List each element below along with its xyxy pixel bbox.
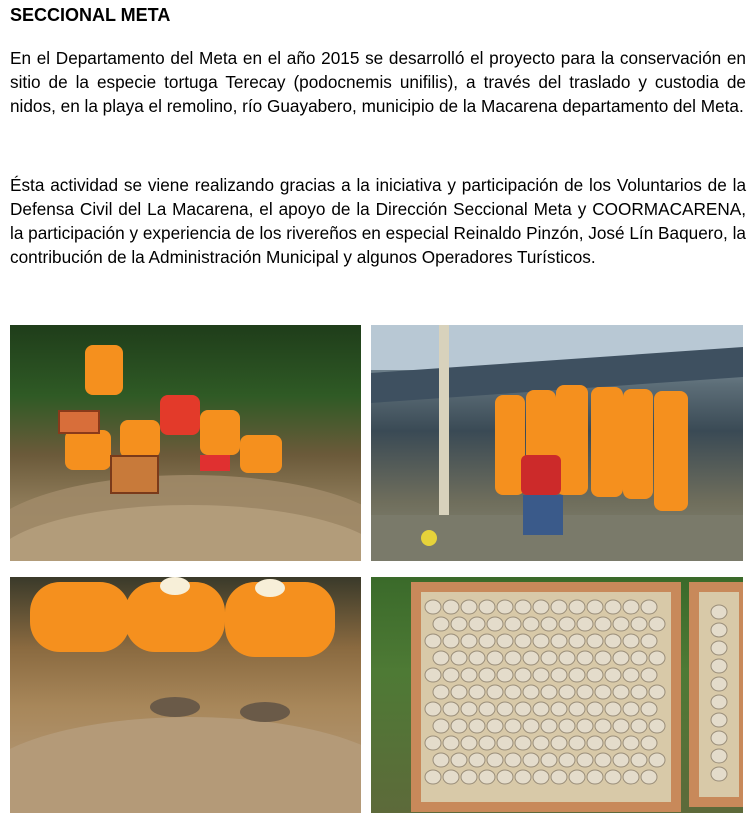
- hatchling-shell: [551, 600, 567, 614]
- hatchling-shell: [443, 736, 459, 750]
- hatchling-shell: [551, 668, 567, 682]
- hatchling-shell: [469, 617, 485, 631]
- hatchling-shell: [505, 685, 521, 699]
- volunteers-digging-nests-photo: [10, 325, 361, 561]
- hatchling-shell: [577, 719, 593, 733]
- volunteers-collecting-eggs-photo: [10, 577, 361, 813]
- hatchling-shell: [641, 600, 657, 614]
- hatchling-shell: [469, 651, 485, 665]
- hatchling-shell: [533, 702, 549, 716]
- hatchling-shell: [711, 677, 727, 691]
- hatchling-shell: [469, 719, 485, 733]
- hatchling-shell: [551, 770, 567, 784]
- hatchling-shell: [569, 668, 585, 682]
- hatchling-shell: [711, 641, 727, 655]
- hatchling-shell: [711, 605, 727, 619]
- hatchling-shell: [595, 719, 611, 733]
- hatchling-shell: [451, 685, 467, 699]
- hatchling-shell: [631, 719, 647, 733]
- paragraph-participation: Ésta actividad se viene realizando gracias a la iniciativa y participación de los Voluntarios de la Defensa Civil del La Macarena, el apoyo de la Dirección Seccional Meta y COORMACARENA, la participación y experiencia de los rivereños en especial Reinaldo Pinzón, José Lín Baquero, la contribución de la Administración Municipal y algunos Operadores Turísticos.: [10, 175, 746, 267]
- hatchling-shell: [595, 651, 611, 665]
- hatchling-shell: [497, 634, 513, 648]
- hatchling-shell: [559, 617, 575, 631]
- hatchling-shell: [649, 651, 665, 665]
- hatchling-shell: [515, 702, 531, 716]
- hatchling-shell: [425, 736, 441, 750]
- hatchling-shell: [523, 719, 539, 733]
- hatchling-shell: [541, 719, 557, 733]
- hatchling-shell: [461, 668, 477, 682]
- hatchling-shell: [479, 634, 495, 648]
- hatchling-shell: [433, 753, 449, 767]
- hatchling-shell: [487, 753, 503, 767]
- hatchling-shell: [497, 702, 513, 716]
- hatchling-shell: [443, 770, 459, 784]
- hatchling-shell: [425, 770, 441, 784]
- hatchling-shell: [451, 719, 467, 733]
- hatchling-shell: [577, 651, 593, 665]
- hatchling-shell: [497, 600, 513, 614]
- hatchling-shell: [595, 753, 611, 767]
- hatchling-shell: [631, 753, 647, 767]
- hatchling-shell: [711, 623, 727, 637]
- hatchling-shell: [425, 600, 441, 614]
- hatchling-shell: [487, 719, 503, 733]
- hatchling-shell: [433, 651, 449, 665]
- hatchling-shell: [641, 736, 657, 750]
- hatchling-shell: [569, 702, 585, 716]
- hatchling-shell: [443, 634, 459, 648]
- hatchling-shell: [533, 770, 549, 784]
- hatchling-shell: [631, 651, 647, 665]
- hatchling-shell: [425, 702, 441, 716]
- hatchling-shell: [541, 753, 557, 767]
- hatchling-shell: [515, 736, 531, 750]
- hatchling-shell: [623, 668, 639, 682]
- hatchling-shell: [577, 753, 593, 767]
- hatchling-shell: [631, 617, 647, 631]
- hatchling-shell: [587, 600, 603, 614]
- hatchling-shell: [551, 702, 567, 716]
- hatchling-shell: [711, 731, 727, 745]
- hatchling-shell: [605, 770, 621, 784]
- hatchling-shell: [497, 668, 513, 682]
- hatchling-shell: [711, 695, 727, 709]
- document-title: SECCIONAL META: [10, 5, 171, 25]
- hatchling-shell: [523, 753, 539, 767]
- turtle-hatchlings-box-photo: [371, 577, 743, 813]
- hatchling-shell: [497, 736, 513, 750]
- hatchling-shell: [641, 770, 657, 784]
- hatchling-shell: [515, 668, 531, 682]
- hatchling-shell: [649, 753, 665, 767]
- hatchling-shell: [641, 702, 657, 716]
- hatchling-shell: [623, 702, 639, 716]
- hatchling-shell: [461, 770, 477, 784]
- hatchling-shell: [443, 600, 459, 614]
- hatchling-shell: [469, 753, 485, 767]
- hatchling-shell: [569, 600, 585, 614]
- hatchling-shell: [551, 634, 567, 648]
- hatchling-shell: [451, 651, 467, 665]
- hatchling-shell: [613, 651, 629, 665]
- hatchlings-drawing: [371, 577, 743, 813]
- hatchling-shell: [433, 685, 449, 699]
- hatchling-shell: [623, 600, 639, 614]
- hatchling-shell: [649, 617, 665, 631]
- hatchling-shell: [649, 719, 665, 733]
- hatchling-shell: [479, 600, 495, 614]
- hatchling-shell: [711, 659, 727, 673]
- hatchling-shell: [559, 719, 575, 733]
- hatchling-shell: [623, 770, 639, 784]
- hatchling-shell: [443, 668, 459, 682]
- hatchling-shell: [487, 617, 503, 631]
- hatchling-shell: [515, 634, 531, 648]
- hatchling-shell: [711, 767, 727, 781]
- volunteers-group-photo: [371, 325, 743, 561]
- hatchling-shell: [479, 736, 495, 750]
- hatchling-shell: [551, 736, 567, 750]
- hatchling-shell: [605, 668, 621, 682]
- hatchling-shell: [577, 685, 593, 699]
- hatchling-shell: [523, 651, 539, 665]
- hatchling-shell: [587, 736, 603, 750]
- hatchling-shell: [559, 651, 575, 665]
- hatchling-shell: [569, 770, 585, 784]
- hatchling-shell: [451, 617, 467, 631]
- hatchling-shell: [595, 617, 611, 631]
- hatchling-shell: [711, 713, 727, 727]
- hatchling-shell: [569, 634, 585, 648]
- hatchling-shell: [505, 719, 521, 733]
- hatchling-shell: [605, 736, 621, 750]
- hatchling-shell: [595, 685, 611, 699]
- hatchling-shell: [433, 617, 449, 631]
- hatchling-shell: [515, 770, 531, 784]
- hatchling-shell: [515, 600, 531, 614]
- hatchling-shell: [559, 753, 575, 767]
- hatchling-shell: [631, 685, 647, 699]
- hatchling-shell: [605, 600, 621, 614]
- hatchling-shell: [587, 770, 603, 784]
- hatchling-shell: [641, 634, 657, 648]
- hatchling-shell: [497, 770, 513, 784]
- hatchling-shell: [533, 634, 549, 648]
- hatchling-shell: [613, 685, 629, 699]
- hatchling-shell: [533, 600, 549, 614]
- hatchling-shell: [641, 668, 657, 682]
- hatchling-shell: [587, 702, 603, 716]
- hatchling-shell: [461, 736, 477, 750]
- hatchling-shell: [541, 685, 557, 699]
- hatchling-shell: [443, 702, 459, 716]
- hatchling-shell: [613, 719, 629, 733]
- hatchling-shell: [505, 651, 521, 665]
- hatchling-shell: [541, 651, 557, 665]
- hatchling-shell: [711, 749, 727, 763]
- hatchling-shell: [569, 736, 585, 750]
- hatchling-shell: [451, 753, 467, 767]
- hatchling-shell: [587, 668, 603, 682]
- hatchling-shell: [613, 753, 629, 767]
- hatchling-shell: [425, 634, 441, 648]
- hatchling-shell: [479, 668, 495, 682]
- hatchling-shell: [461, 702, 477, 716]
- hatchling-shell: [649, 685, 665, 699]
- hatchling-shell: [505, 753, 521, 767]
- hatchling-shell: [487, 651, 503, 665]
- hatchling-shell: [479, 702, 495, 716]
- hatchling-shell: [623, 736, 639, 750]
- hatchling-shell: [541, 617, 557, 631]
- hatchling-shell: [469, 685, 485, 699]
- hatchling-shell: [461, 600, 477, 614]
- hatchling-shell: [425, 668, 441, 682]
- hatchling-shell: [523, 617, 539, 631]
- hatchling-shell: [479, 770, 495, 784]
- hatchling-shell: [605, 702, 621, 716]
- hatchling-shell: [533, 668, 549, 682]
- hatchling-shell: [433, 719, 449, 733]
- hatchling-shell: [523, 685, 539, 699]
- paragraph-project: En el Departamento del Meta en el año 2015 se desarrolló el proyecto para la conservación en sitio de la especie tortuga Terecay (podocnemis unifilis), a través del traslado y custodia de nidos, en la playa el remolino, río Guayabero, municipio de la Macarena departamento del Meta.: [10, 48, 746, 116]
- hatchling-shell: [623, 634, 639, 648]
- hatchling-shell: [587, 634, 603, 648]
- hatchling-shell: [505, 617, 521, 631]
- hatchling-shell: [559, 685, 575, 699]
- hatchling-shell: [577, 617, 593, 631]
- hatchling-shell: [487, 685, 503, 699]
- hatchling-shell: [533, 736, 549, 750]
- hatchling-shell: [613, 617, 629, 631]
- hatchling-shell: [605, 634, 621, 648]
- hatchling-shell: [461, 634, 477, 648]
